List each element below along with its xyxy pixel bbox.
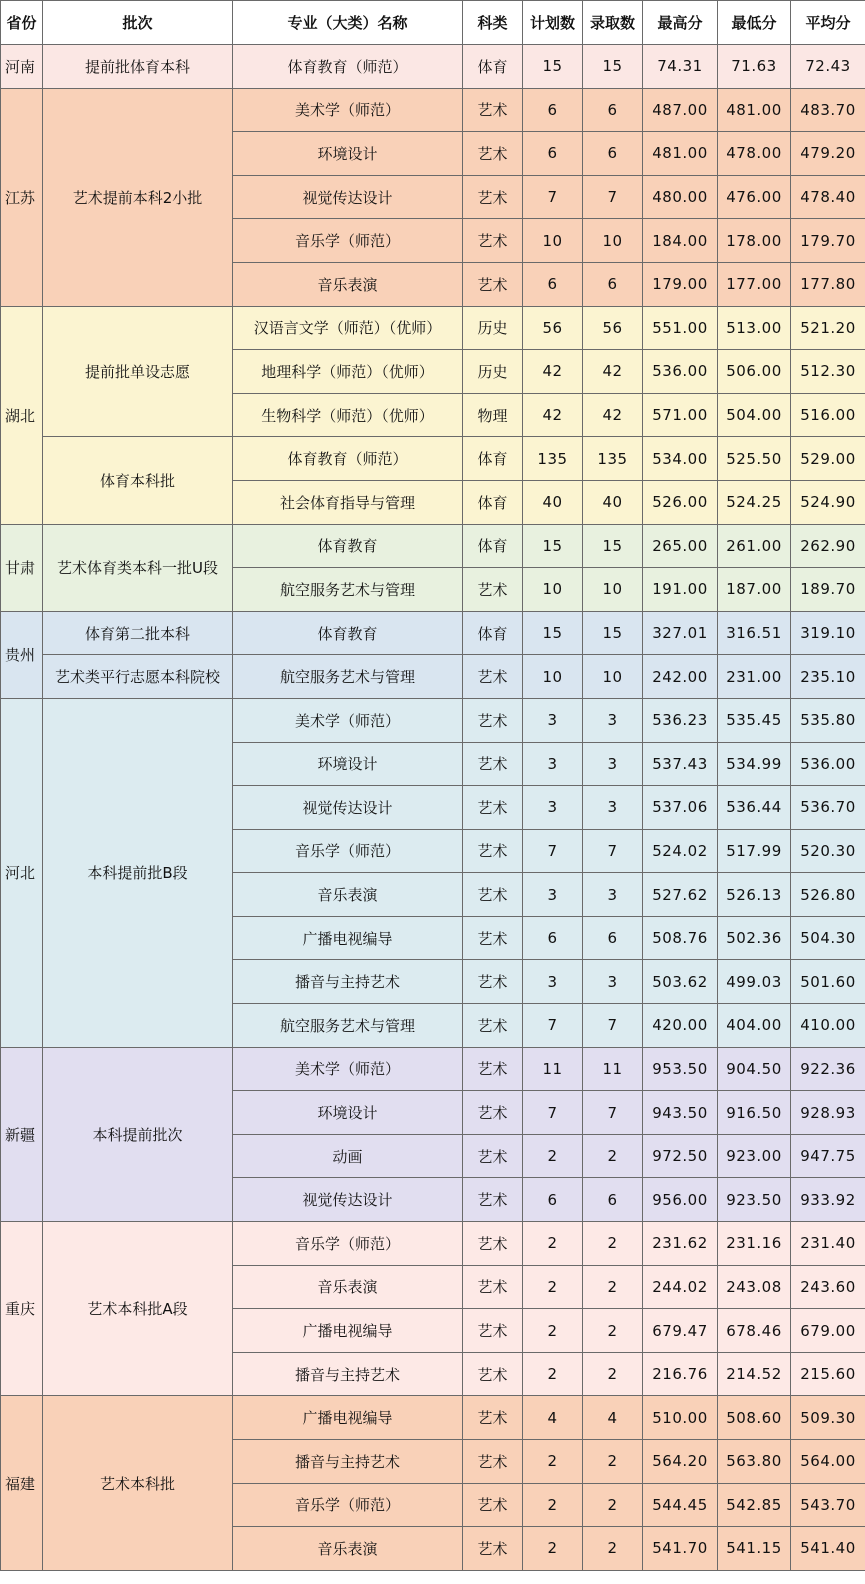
avg-score-cell: 177.80 — [791, 262, 865, 306]
major-cell: 体育教育 — [233, 611, 463, 655]
avg-score-cell: 520.30 — [791, 829, 865, 873]
min-score-cell: 504.00 — [718, 393, 791, 437]
avg-score-cell: 516.00 — [791, 393, 865, 437]
avg-score-cell: 189.70 — [791, 568, 865, 612]
avg-score-cell: 179.70 — [791, 219, 865, 263]
min-score-cell: 524.25 — [718, 480, 791, 524]
table-row — [1, 524, 865, 568]
header-major: 专业（大类）名称 — [233, 1, 463, 45]
batch-cell: 艺术提前本科2小批 — [43, 88, 233, 306]
min-score-cell: 261.00 — [718, 524, 791, 568]
max-score-cell: 242.00 — [643, 655, 718, 699]
subject-cell: 艺术 — [463, 1352, 523, 1396]
major-cell: 航空服务艺术与管理 — [233, 655, 463, 699]
subject-cell: 体育 — [463, 480, 523, 524]
subject-cell: 历史 — [463, 350, 523, 394]
min-score-cell: 187.00 — [718, 568, 791, 612]
admit-cell: 7 — [583, 1091, 643, 1135]
avg-score-cell: 564.00 — [791, 1440, 865, 1484]
major-cell: 汉语言文学（师范）（优师） — [233, 306, 463, 350]
max-score-cell: 487.00 — [643, 88, 718, 132]
max-score-cell: 420.00 — [643, 1004, 718, 1048]
min-score-cell: 534.99 — [718, 742, 791, 786]
admit-cell: 15 — [583, 611, 643, 655]
province-cell: 新疆 — [1, 1047, 43, 1221]
avg-score-cell: 524.90 — [791, 480, 865, 524]
avg-score-cell: 529.00 — [791, 437, 865, 481]
admit-cell: 7 — [583, 175, 643, 219]
admit-cell: 15 — [583, 45, 643, 89]
subject-cell: 艺术 — [463, 1222, 523, 1266]
min-score-cell: 178.00 — [718, 219, 791, 263]
plan-cell: 2 — [523, 1222, 583, 1266]
subject-cell: 艺术 — [463, 1091, 523, 1135]
avg-score-cell: 543.70 — [791, 1483, 865, 1527]
avg-score-cell: 535.80 — [791, 698, 865, 742]
max-score-cell: 956.00 — [643, 1178, 718, 1222]
admit-cell: 3 — [583, 873, 643, 917]
major-cell: 视觉传达设计 — [233, 786, 463, 830]
table-body — [1, 45, 865, 1571]
plan-cell: 3 — [523, 742, 583, 786]
subject-cell: 艺术 — [463, 916, 523, 960]
subject-cell: 艺术 — [463, 742, 523, 786]
min-score-cell: 678.46 — [718, 1309, 791, 1353]
admit-cell: 2 — [583, 1134, 643, 1178]
min-score-cell: 231.16 — [718, 1222, 791, 1266]
subject-cell: 艺术 — [463, 219, 523, 263]
subject-cell: 体育 — [463, 611, 523, 655]
max-score-cell: 508.76 — [643, 916, 718, 960]
batch-cell: 本科提前批B段 — [43, 698, 233, 1047]
major-cell: 航空服务艺术与管理 — [233, 568, 463, 612]
plan-cell: 15 — [523, 45, 583, 89]
admit-cell: 4 — [583, 1396, 643, 1440]
admit-cell: 2 — [583, 1483, 643, 1527]
admit-cell: 42 — [583, 393, 643, 437]
max-score-cell: 537.06 — [643, 786, 718, 830]
batch-cell: 艺术本科批A段 — [43, 1222, 233, 1396]
min-score-cell: 71.63 — [718, 45, 791, 89]
min-score-cell: 923.00 — [718, 1134, 791, 1178]
max-score-cell: 536.23 — [643, 698, 718, 742]
admit-cell: 40 — [583, 480, 643, 524]
subject-cell: 体育 — [463, 437, 523, 481]
avg-score-cell: 933.92 — [791, 1178, 865, 1222]
admit-cell: 7 — [583, 1004, 643, 1048]
province-cell: 重庆 — [1, 1222, 43, 1396]
admit-cell: 3 — [583, 698, 643, 742]
admit-cell: 6 — [583, 88, 643, 132]
subject-cell: 艺术 — [463, 698, 523, 742]
header-min-score: 最低分 — [718, 1, 791, 45]
admit-cell: 2 — [583, 1309, 643, 1353]
major-cell: 环境设计 — [233, 1091, 463, 1135]
plan-cell: 7 — [523, 175, 583, 219]
major-cell: 航空服务艺术与管理 — [233, 1004, 463, 1048]
max-score-cell: 537.43 — [643, 742, 718, 786]
max-score-cell: 534.00 — [643, 437, 718, 481]
avg-score-cell: 479.20 — [791, 132, 865, 176]
plan-cell: 2 — [523, 1440, 583, 1484]
plan-cell: 2 — [523, 1352, 583, 1396]
avg-score-cell: 541.40 — [791, 1527, 865, 1571]
avg-score-cell: 679.00 — [791, 1309, 865, 1353]
batch-cell: 提前批体育本科 — [43, 45, 233, 89]
max-score-cell: 191.00 — [643, 568, 718, 612]
plan-cell: 2 — [523, 1483, 583, 1527]
subject-cell: 艺术 — [463, 1483, 523, 1527]
max-score-cell: 541.70 — [643, 1527, 718, 1571]
header-max-score: 最高分 — [643, 1, 718, 45]
admit-cell: 6 — [583, 262, 643, 306]
avg-score-cell: 928.93 — [791, 1091, 865, 1135]
subject-cell: 艺术 — [463, 655, 523, 699]
table-row — [1, 45, 865, 89]
plan-cell: 10 — [523, 568, 583, 612]
major-cell: 播音与主持艺术 — [233, 1352, 463, 1396]
avg-score-cell: 501.60 — [791, 960, 865, 1004]
major-cell: 音乐表演 — [233, 873, 463, 917]
min-score-cell: 506.00 — [718, 350, 791, 394]
min-score-cell: 542.85 — [718, 1483, 791, 1527]
subject-cell: 艺术 — [463, 873, 523, 917]
major-cell: 音乐学（师范） — [233, 219, 463, 263]
batch-cell: 体育第二批本科 — [43, 611, 233, 655]
min-score-cell: 563.80 — [718, 1440, 791, 1484]
major-cell: 音乐表演 — [233, 1527, 463, 1571]
major-cell: 广播电视编导 — [233, 1396, 463, 1440]
plan-cell: 42 — [523, 350, 583, 394]
header-admit: 录取数 — [583, 1, 643, 45]
major-cell: 播音与主持艺术 — [233, 1440, 463, 1484]
max-score-cell: 972.50 — [643, 1134, 718, 1178]
subject-cell: 艺术 — [463, 1440, 523, 1484]
plan-cell: 135 — [523, 437, 583, 481]
table-row — [1, 437, 865, 481]
admit-cell: 3 — [583, 960, 643, 1004]
max-score-cell: 679.47 — [643, 1309, 718, 1353]
min-score-cell: 526.13 — [718, 873, 791, 917]
plan-cell: 56 — [523, 306, 583, 350]
plan-cell: 10 — [523, 655, 583, 699]
min-score-cell: 904.50 — [718, 1047, 791, 1091]
major-cell: 音乐学（师范） — [233, 1222, 463, 1266]
major-cell: 音乐学（师范） — [233, 829, 463, 873]
header-subject: 科类 — [463, 1, 523, 45]
avg-score-cell: 72.43 — [791, 45, 865, 89]
table-row — [1, 1222, 865, 1266]
max-score-cell: 564.20 — [643, 1440, 718, 1484]
major-cell: 美术学（师范） — [233, 698, 463, 742]
major-cell: 播音与主持艺术 — [233, 960, 463, 1004]
max-score-cell: 943.50 — [643, 1091, 718, 1135]
admit-cell: 6 — [583, 916, 643, 960]
plan-cell: 2 — [523, 1265, 583, 1309]
major-cell: 地理科学（师范）（优师） — [233, 350, 463, 394]
plan-cell: 2 — [523, 1309, 583, 1353]
max-score-cell: 74.31 — [643, 45, 718, 89]
admit-cell: 2 — [583, 1527, 643, 1571]
major-cell: 体育教育（师范） — [233, 45, 463, 89]
admit-cell: 10 — [583, 568, 643, 612]
subject-cell: 艺术 — [463, 568, 523, 612]
header-avg-score: 平均分 — [791, 1, 865, 45]
max-score-cell: 327.01 — [643, 611, 718, 655]
max-score-cell: 265.00 — [643, 524, 718, 568]
admit-cell: 6 — [583, 132, 643, 176]
subject-cell: 艺术 — [463, 1265, 523, 1309]
avg-score-cell: 536.70 — [791, 786, 865, 830]
min-score-cell: 404.00 — [718, 1004, 791, 1048]
province-cell: 贵州 — [1, 611, 43, 698]
admit-cell: 135 — [583, 437, 643, 481]
avg-score-cell: 922.36 — [791, 1047, 865, 1091]
plan-cell: 40 — [523, 480, 583, 524]
avg-score-cell: 483.70 — [791, 88, 865, 132]
table-row — [1, 655, 865, 699]
subject-cell: 艺术 — [463, 262, 523, 306]
plan-cell: 3 — [523, 960, 583, 1004]
max-score-cell: 527.62 — [643, 873, 718, 917]
min-score-cell: 177.00 — [718, 262, 791, 306]
admit-cell: 10 — [583, 219, 643, 263]
min-score-cell: 502.36 — [718, 916, 791, 960]
min-score-cell: 541.15 — [718, 1527, 791, 1571]
province-cell: 甘肃 — [1, 524, 43, 611]
subject-cell: 艺术 — [463, 1527, 523, 1571]
subject-cell: 艺术 — [463, 786, 523, 830]
plan-cell: 6 — [523, 916, 583, 960]
min-score-cell: 525.50 — [718, 437, 791, 481]
subject-cell: 艺术 — [463, 175, 523, 219]
plan-cell: 2 — [523, 1134, 583, 1178]
plan-cell: 7 — [523, 1004, 583, 1048]
avg-score-cell: 231.40 — [791, 1222, 865, 1266]
admit-cell: 10 — [583, 655, 643, 699]
major-cell: 视觉传达设计 — [233, 175, 463, 219]
batch-cell: 提前批单设志愿 — [43, 306, 233, 437]
header-province: 省份 — [1, 1, 43, 45]
avg-score-cell: 243.60 — [791, 1265, 865, 1309]
plan-cell: 3 — [523, 698, 583, 742]
table-row — [1, 611, 865, 655]
avg-score-cell: 509.30 — [791, 1396, 865, 1440]
admit-cell: 42 — [583, 350, 643, 394]
max-score-cell: 526.00 — [643, 480, 718, 524]
avg-score-cell: 215.60 — [791, 1352, 865, 1396]
max-score-cell: 244.02 — [643, 1265, 718, 1309]
major-cell: 音乐表演 — [233, 262, 463, 306]
avg-score-cell: 319.10 — [791, 611, 865, 655]
batch-cell: 本科提前批次 — [43, 1047, 233, 1221]
admit-cell: 15 — [583, 524, 643, 568]
avg-score-cell: 262.90 — [791, 524, 865, 568]
max-score-cell: 544.45 — [643, 1483, 718, 1527]
subject-cell: 艺术 — [463, 1047, 523, 1091]
subject-cell: 艺术 — [463, 960, 523, 1004]
admit-cell: 2 — [583, 1265, 643, 1309]
plan-cell: 15 — [523, 611, 583, 655]
table-row — [1, 1396, 865, 1440]
max-score-cell: 571.00 — [643, 393, 718, 437]
min-score-cell: 916.50 — [718, 1091, 791, 1135]
major-cell: 体育教育（师范） — [233, 437, 463, 481]
avg-score-cell: 512.30 — [791, 350, 865, 394]
max-score-cell: 536.00 — [643, 350, 718, 394]
major-cell: 环境设计 — [233, 742, 463, 786]
avg-score-cell: 478.40 — [791, 175, 865, 219]
major-cell: 动画 — [233, 1134, 463, 1178]
subject-cell: 历史 — [463, 306, 523, 350]
table-row — [1, 306, 865, 350]
subject-cell: 体育 — [463, 45, 523, 89]
avg-score-cell: 536.00 — [791, 742, 865, 786]
major-cell: 广播电视编导 — [233, 1309, 463, 1353]
province-cell: 河北 — [1, 698, 43, 1047]
admit-cell: 6 — [583, 1178, 643, 1222]
plan-cell: 7 — [523, 829, 583, 873]
major-cell: 音乐表演 — [233, 1265, 463, 1309]
plan-cell: 3 — [523, 873, 583, 917]
admit-cell: 3 — [583, 742, 643, 786]
max-score-cell: 481.00 — [643, 132, 718, 176]
max-score-cell: 953.50 — [643, 1047, 718, 1091]
admit-cell: 11 — [583, 1047, 643, 1091]
min-score-cell: 476.00 — [718, 175, 791, 219]
min-score-cell: 478.00 — [718, 132, 791, 176]
major-cell: 美术学（师范） — [233, 88, 463, 132]
plan-cell: 4 — [523, 1396, 583, 1440]
min-score-cell: 243.08 — [718, 1265, 791, 1309]
max-score-cell: 480.00 — [643, 175, 718, 219]
max-score-cell: 179.00 — [643, 262, 718, 306]
admit-cell: 2 — [583, 1352, 643, 1396]
table-row — [1, 698, 865, 742]
major-cell: 生物科学（师范）（优师） — [233, 393, 463, 437]
admit-cell: 2 — [583, 1222, 643, 1266]
major-cell: 视觉传达设计 — [233, 1178, 463, 1222]
province-cell: 河南 — [1, 45, 43, 89]
province-cell: 江苏 — [1, 88, 43, 306]
subject-cell: 艺术 — [463, 132, 523, 176]
plan-cell: 6 — [523, 132, 583, 176]
min-score-cell: 508.60 — [718, 1396, 791, 1440]
max-score-cell: 503.62 — [643, 960, 718, 1004]
subject-cell: 体育 — [463, 524, 523, 568]
avg-score-cell: 410.00 — [791, 1004, 865, 1048]
subject-cell: 艺术 — [463, 1309, 523, 1353]
plan-cell: 15 — [523, 524, 583, 568]
batch-cell: 艺术类平行志愿本科院校 — [43, 655, 233, 699]
subject-cell: 艺术 — [463, 829, 523, 873]
plan-cell: 7 — [523, 1091, 583, 1135]
max-score-cell: 510.00 — [643, 1396, 718, 1440]
major-cell: 体育教育 — [233, 524, 463, 568]
min-score-cell: 231.00 — [718, 655, 791, 699]
max-score-cell: 184.00 — [643, 219, 718, 263]
admit-cell: 2 — [583, 1440, 643, 1484]
plan-cell: 6 — [523, 1178, 583, 1222]
major-cell: 广播电视编导 — [233, 916, 463, 960]
min-score-cell: 923.50 — [718, 1178, 791, 1222]
province-cell: 湖北 — [1, 306, 43, 524]
admit-cell: 3 — [583, 786, 643, 830]
major-cell: 环境设计 — [233, 132, 463, 176]
header-plan: 计划数 — [523, 1, 583, 45]
header-row — [1, 1, 865, 45]
subject-cell: 艺术 — [463, 1134, 523, 1178]
table-row — [1, 1047, 865, 1091]
subject-cell: 物理 — [463, 393, 523, 437]
plan-cell: 6 — [523, 262, 583, 306]
plan-cell: 42 — [523, 393, 583, 437]
plan-cell: 6 — [523, 88, 583, 132]
min-score-cell: 214.52 — [718, 1352, 791, 1396]
plan-cell: 2 — [523, 1527, 583, 1571]
max-score-cell: 216.76 — [643, 1352, 718, 1396]
batch-cell: 艺术体育类本科一批U段 — [43, 524, 233, 611]
avg-score-cell: 521.20 — [791, 306, 865, 350]
subject-cell: 艺术 — [463, 1178, 523, 1222]
province-cell: 福建 — [1, 1396, 43, 1570]
min-score-cell: 481.00 — [718, 88, 791, 132]
avg-score-cell: 947.75 — [791, 1134, 865, 1178]
plan-cell: 3 — [523, 786, 583, 830]
min-score-cell: 513.00 — [718, 306, 791, 350]
batch-cell: 体育本科批 — [43, 437, 233, 524]
table-row — [1, 88, 865, 132]
header-batch: 批次 — [43, 1, 233, 45]
major-cell: 音乐学（师范） — [233, 1483, 463, 1527]
min-score-cell: 316.51 — [718, 611, 791, 655]
subject-cell: 艺术 — [463, 1004, 523, 1048]
min-score-cell: 535.45 — [718, 698, 791, 742]
avg-score-cell: 504.30 — [791, 916, 865, 960]
major-cell: 美术学（师范） — [233, 1047, 463, 1091]
max-score-cell: 524.02 — [643, 829, 718, 873]
min-score-cell: 517.99 — [718, 829, 791, 873]
plan-cell: 11 — [523, 1047, 583, 1091]
subject-cell: 艺术 — [463, 88, 523, 132]
min-score-cell: 499.03 — [718, 960, 791, 1004]
admit-cell: 7 — [583, 829, 643, 873]
subject-cell: 艺术 — [463, 1396, 523, 1440]
avg-score-cell: 526.80 — [791, 873, 865, 917]
avg-score-cell: 235.10 — [791, 655, 865, 699]
plan-cell: 10 — [523, 219, 583, 263]
major-cell: 社会体育指导与管理 — [233, 480, 463, 524]
max-score-cell: 551.00 — [643, 306, 718, 350]
batch-cell: 艺术本科批 — [43, 1396, 233, 1570]
min-score-cell: 536.44 — [718, 786, 791, 830]
max-score-cell: 231.62 — [643, 1222, 718, 1266]
admit-cell: 56 — [583, 306, 643, 350]
